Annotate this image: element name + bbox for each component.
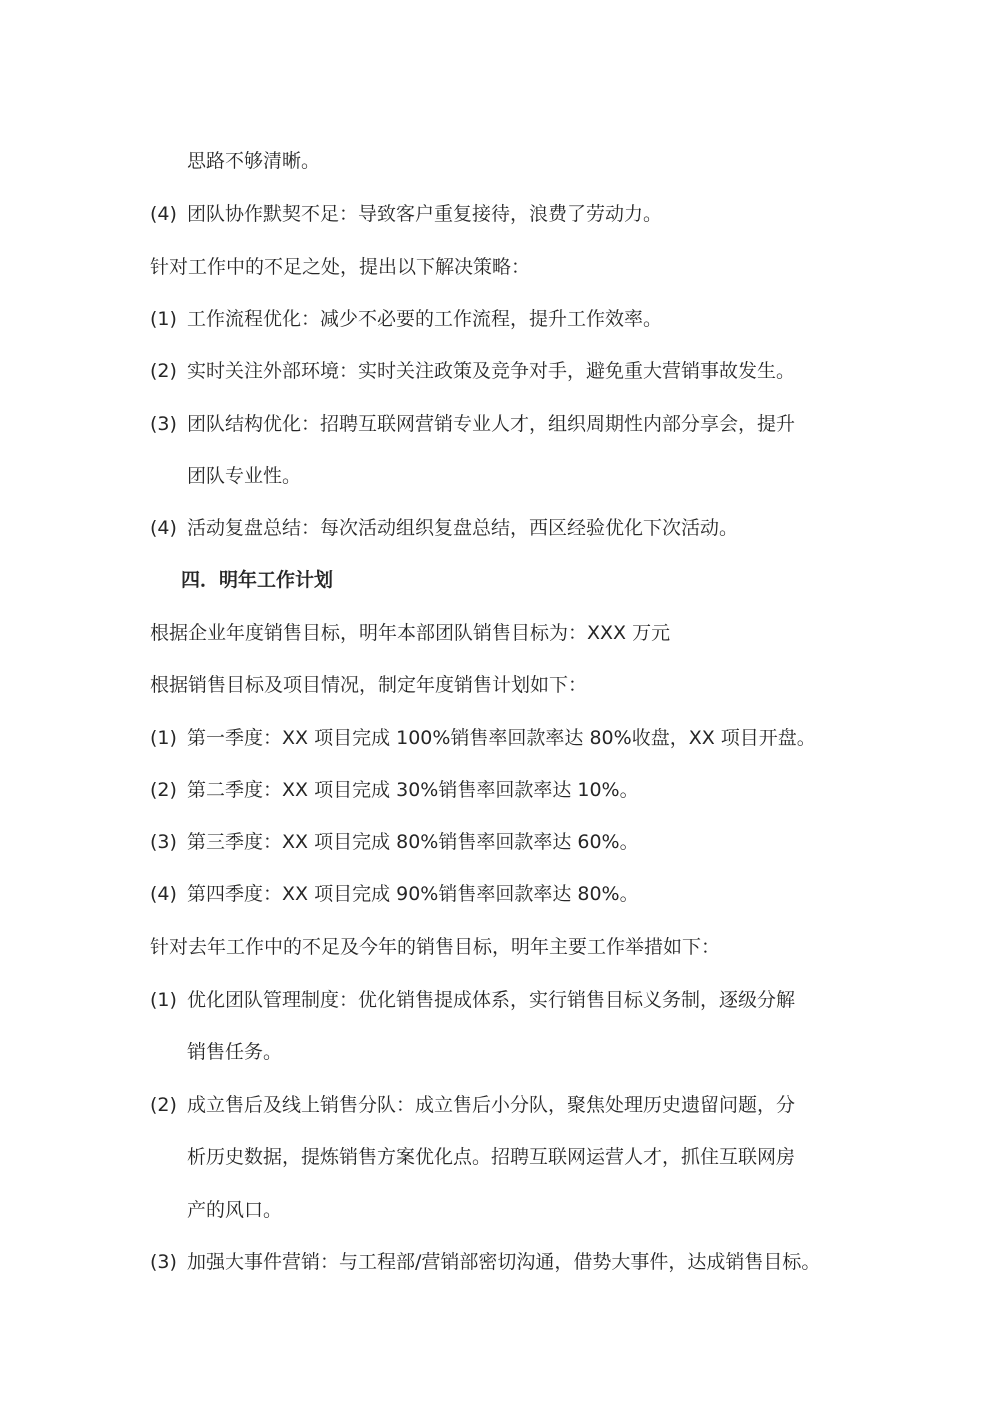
list-item (150, 515, 738, 541)
list-item-text: 第一季度：XX 项目完成 100%销售率回款率达 80%收盘，XX 项目开盘。 (187, 727, 816, 749)
paragraph: 针对工作中的不足之处，提出以下解决策略： (150, 256, 531, 278)
list-item-text: 活动复盘总结：每次活动组织复盘总结，西区经验优化下次活动。 (187, 517, 739, 539)
list-item-text: 第三季度：XX 项目完成 80%销售率回款率达 60%。 (187, 831, 639, 853)
list-marker: (1) (150, 989, 177, 1011)
list-item (150, 1092, 795, 1118)
list-marker: (4) (150, 203, 177, 225)
list-marker: (3) (150, 1251, 177, 1273)
list-marker: (3) (150, 831, 177, 853)
list-item-continuation: 团队专业性。 (187, 465, 302, 487)
list-marker: (1) (150, 308, 177, 330)
list-item (150, 306, 662, 332)
list-item (150, 358, 795, 384)
paragraph: 针对去年工作中的不足及今年的销售目标，明年主要工作举措如下： (150, 936, 721, 958)
list-marker: (3) (150, 413, 177, 435)
paragraph: 根据企业年度销售目标，明年本部团队销售目标为：XXX 万元 (150, 622, 671, 644)
list-marker: (2) (150, 360, 177, 382)
paragraph: 根据销售目标及项目情况，制定年度销售计划如下： (150, 674, 588, 696)
list-item-text: 团队结构优化：招聘互联网营销专业人才，组织周期性内部分享会，提升 (187, 413, 796, 435)
list-marker: (2) (150, 1094, 177, 1116)
list-item-continuation: 销售任务。 (187, 1041, 283, 1063)
list-item-text: 实时关注外部环境：实时关注政策及竞争对手，避免重大营销事故发生。 (187, 360, 796, 382)
list-item (150, 881, 639, 907)
list-item (150, 829, 639, 855)
list-marker: (1) (150, 727, 177, 749)
list-item-text: 加强大事件营销：与工程部/营销部密切沟通，借势大事件，达成销售目标。 (187, 1251, 821, 1273)
paragraph-continuation: 思路不够清晰。 (187, 150, 321, 172)
list-marker: (4) (150, 883, 177, 905)
list-item (150, 201, 662, 227)
list-item-text: 成立售后及线上销售分队：成立售后小分队，聚焦处理历史遗留问题，分 (187, 1094, 796, 1116)
list-item (150, 725, 816, 751)
list-item-continuation: 析历史数据，提炼销售方案优化点。招聘互联网运营人才，抓住互联网房 (187, 1146, 796, 1168)
list-item-text: 团队协作默契不足：导致客户重复接待，浪费了劳动力。 (187, 203, 663, 225)
list-marker: (4) (150, 517, 177, 539)
list-item (150, 987, 795, 1013)
list-item (150, 777, 639, 803)
section-heading: 四．明年工作计划 (181, 569, 334, 591)
list-item-text: 优化团队管理制度：优化销售提成体系，实行销售目标义务制，逐级分解 (187, 989, 796, 1011)
list-marker: (2) (150, 779, 177, 801)
list-item (150, 411, 795, 437)
list-item-text: 第二季度：XX 项目完成 30%销售率回款率达 10%。 (187, 779, 639, 801)
list-item-continuation: 产的风口。 (187, 1199, 283, 1221)
list-item-text: 工作流程优化：减少不必要的工作流程，提升工作效率。 (187, 308, 663, 330)
list-item (150, 1249, 820, 1275)
list-item-text: 第四季度：XX 项目完成 90%销售率回款率达 80%。 (187, 883, 639, 905)
